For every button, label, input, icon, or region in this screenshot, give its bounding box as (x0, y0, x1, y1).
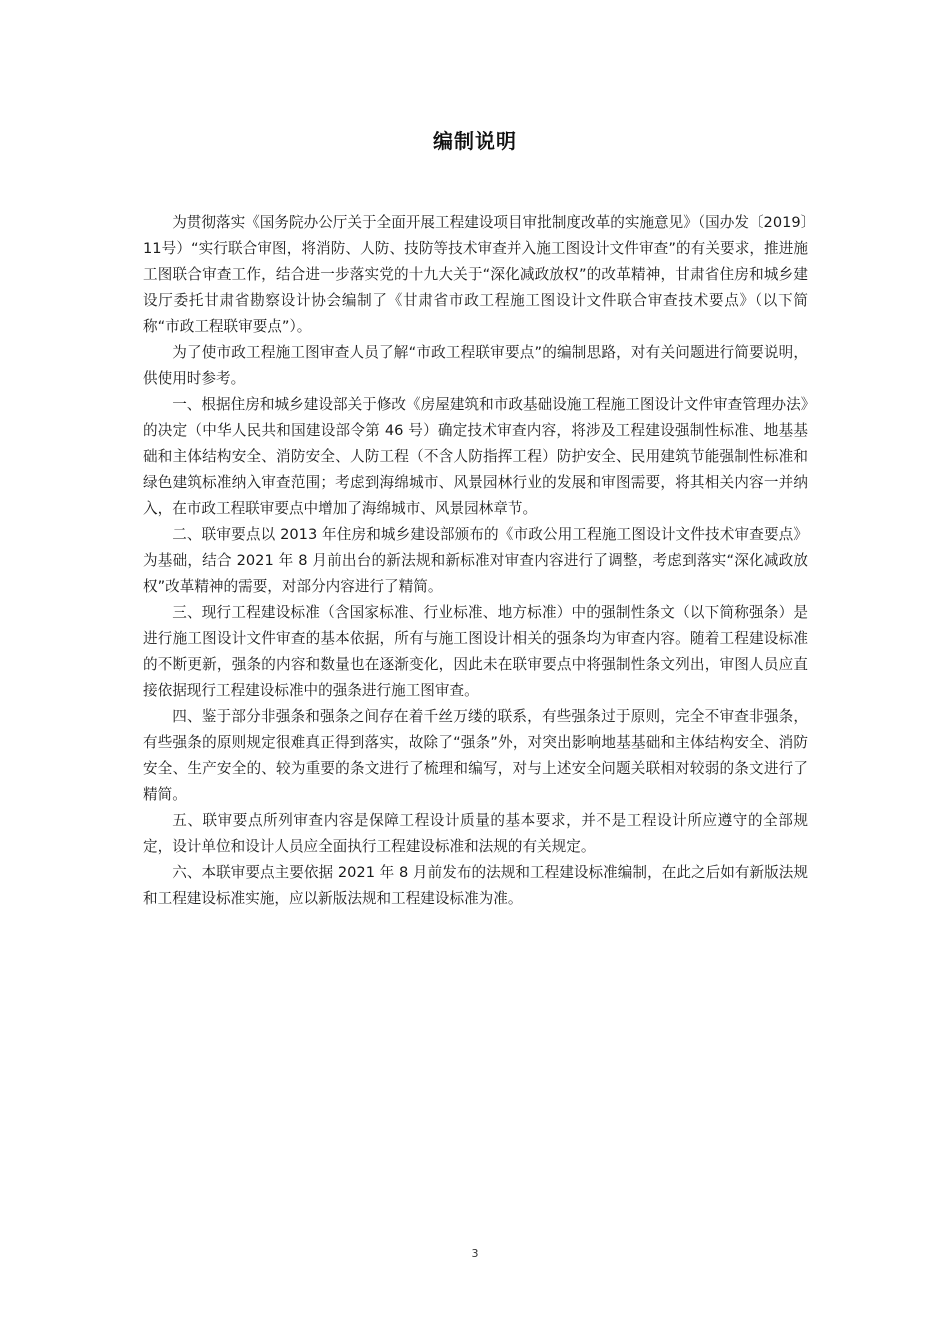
page-title: 编制说明 (433, 129, 517, 153)
document-body (143, 210, 808, 912)
page-number: 3 (471, 1247, 479, 1260)
paragraph-item-1: 一、根据住房和城乡建设部关于修改《房屋建筑和市政基础设施工程施工图设计文件审查管理办法》的决定（中华人民共和国建设部令第 46 号）确定技术审查内容，将涉及工程建设强制性标准、地基基础和主体结构安全、消防安全、人防工程（不含人防指挥工程）防护安全、民用建筑节能强制性标准和绿色建筑标准纳入审查范围；考虑到海绵城市、风景园林行业的发展和审图需要，将其相关内容一并纳入，在市政工程联审要点中增加了海绵城市、风景园林章节。 (143, 396, 808, 517)
paragraph-item-3: 三、现行工程建设标准（含国家标准、行业标准、地方标准）中的强制性条文（以下简称强条）是进行施工图设计文件审查的基本依据，所有与施工图设计相关的强条均为审查内容。随着工程建设标准的不断更新，强条的内容和数量也在逐渐变化，因此未在联审要点中将强制性条文列出，审图人员应直接依据现行工程建设标准中的强条进行施工图审查。 (143, 604, 808, 699)
paragraph-item-6: 六、本联审要点主要依据 2021 年 8 月前发布的法规和工程建设标准编制，在此之后如有新版法规和工程建设标准实施，应以新版法规和工程建设标准为准。 (143, 864, 808, 907)
paragraph-item-4: 四、鉴于部分非强条和强条之间存在着千丝万缕的联系，有些强条过于原则，完全不审查非强条，有些强条的原则规定很难真正得到落实，故除了“强条”外，对突出影响地基基础和主体结构安全、消防安全、生产安全的、较为重要的条文进行了梳理和编写，对与上述安全问题关联相对较弱的条文进行了精简。 (143, 708, 808, 803)
paragraph-purpose: 为了使市政工程施工图审查人员了解“市政工程联审要点”的编制思路，对有关问题进行简要说明，供使用时参考。 (143, 344, 808, 387)
paragraph-item-2: 二、联审要点以 2013 年住房和城乡建设部颁布的《市政公用工程施工图设计文件技术审查要点》为基础，结合 2021 年 8 月前出台的新法规和新标准对审查内容进行了调整，考虑到落实“深化减政放权”改革精神的需要，对部分内容进行了精简。 (143, 526, 808, 595)
paragraph-intro: 为贯彻落实《国务院办公厅关于全面开展工程建设项目审批制度改革的实施意见》（国办发〔2019〕11号）“实行联合审图，将消防、人防、技防等技术审查并入施工图设计文件审查”的有关要求，推进施工图联合审查工作，结合进一步落实党的十九大关于“深化减政放权”的改革精神，甘肃省住房和城乡建设厅委托甘肃省勘察设计协会编制了《甘肃省市政工程施工图设计文件联合审查技术要点》（以下简称“市政工程联审要点”）。 (143, 214, 808, 335)
paragraph-item-5: 五、联审要点所列审查内容是保障工程设计质量的基本要求，并不是工程设计所应遵守的全部规定，设计单位和设计人员应全面执行工程建设标准和法规的有关规定。 (143, 812, 808, 855)
